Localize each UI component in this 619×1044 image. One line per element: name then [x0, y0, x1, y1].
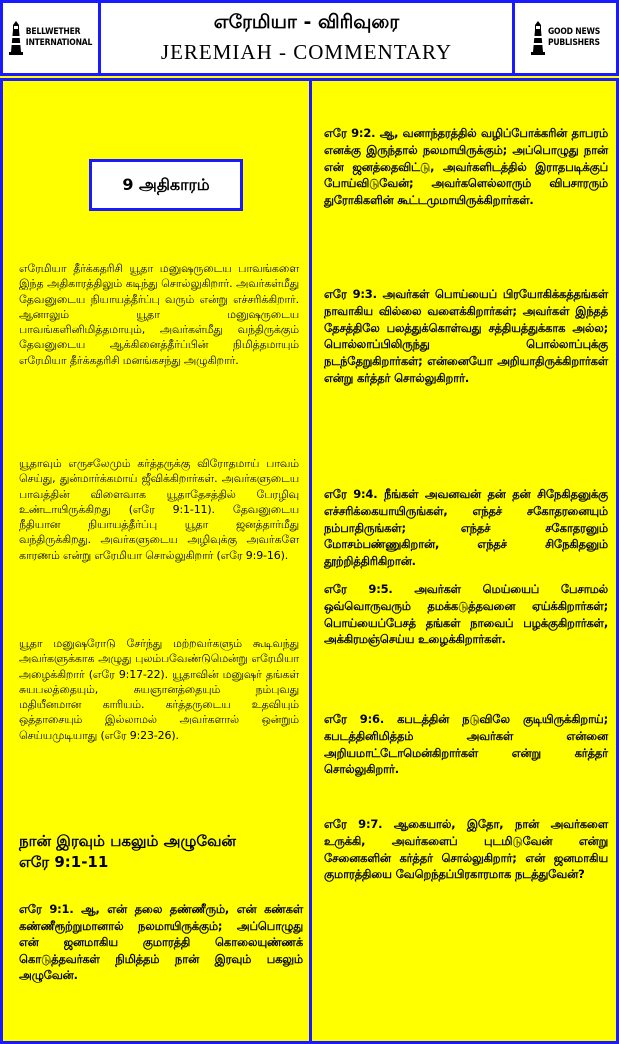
verse-9-3: எரே 9:3. அவர்கள் பொய்யைப் பிரயோகிக்கத்தங்கள் நாவாகிய வில்லை வளைக்கிறார்கள்; அவர்கள் இந்தத் தேசத்திலே பலத்துக்கொள்வது சத்தியத்துக்காக அல்ல; பொல்லாப்பிலிருந்து பொல்லாப்புக்கு நடந்தேறுகிறார்கள்; என்னையோ அறியாதிருக்கிறார்கள் என்று கர்த்தர் சொல்லுகிறார். [324, 287, 608, 385]
header-title [101, 3, 512, 73]
intro-paragraph-1: எரேமியா தீர்க்கதரிசி யூதா மனுஷருடைய பாவங்களை இந்த அதிகாரத்திலும் கடிந்து சொல்லுகிறார். அவர்கள்மீது தேவனுடைய நியாயத்தீர்ப்பு வரும் என்று எச்சரிக்கிறார். ஆனாலும் யூதா மனுஷருடைய பாவங்களினிமித்தமாயும், அவர்கள்மீது வந்திருக்கும் தேவனுடைய ஆக்கினைத்தீர்ப்பின் நிமித்தமாயும் எரேமியா தீர்க்கதரிசி மனங்கசந்து அழுகிறார். [19, 262, 299, 367]
good-news-logo [512, 3, 616, 73]
title-tamil: எரேமியா - விரிவுரை [213, 11, 400, 33]
left-logo-line2: INTERNATIONAL [25, 38, 93, 48]
section-heading [19, 831, 299, 873]
section-heading-title: நான் இரவும் பகலும் அழுவேன் [19, 832, 236, 850]
lighthouse-icon [531, 21, 545, 55]
verse-9-6: எரே 9:6. கபடத்தின் நடுவிலே குடியிருக்கிறாய்; கபடத்தினிமித்தம் அவர்கள் என்னை அறியமாட்டோமென்கிறார்கள் என்று கர்த்தர் சொல்லுகிறார். [324, 712, 608, 777]
right-logo-line2: PUBLISHERS [547, 38, 600, 48]
verse-9-7: எரே 9:7. ஆகையால், இதோ, நான் அவர்களை உருக்கி, அவர்களைப் புடமிடுவேன் என்று சேனைகளின் கர்த்தர் சொல்லுகிறார்; என் ஜனமாகிய குமாரத்தியை வேறெந்தப்பிரகாரமாக நடத்துவேன்? [324, 817, 608, 882]
verse-9-4: எரே 9:4. நீங்கள் அவனவன் தன் தன் சிநேகிதனுக்கு எச்சரிக்கையாயிருங்கள், எந்தச் சகோதரனையும் நம்பாதிருங்கள்; எந்தச் சகோதரனும் மோசம்பண்ணுகிறான், எந்தச் சிநேகிதனும் தூற்றித்திரிகிறான். [324, 487, 608, 569]
title-english: JEREMIAH - COMMENTARY [160, 40, 453, 64]
lighthouse-icon [9, 21, 23, 55]
header [0, 0, 619, 76]
verse-9-5: எரே 9:5. அவர்கள் மெய்யைப் பேசாமல் ஒவ்வொருவரும் தமக்கடுத்தவனை ஏய்க்கிறார்கள்; பொய்யைப்பேசத் தங்கள் நாவைப் பழக்குகிறார்கள், அக்கிரமஞ்செய்ய உழைக்கிறார்கள். [324, 582, 608, 647]
intro-paragraph-2: யூதாவும் எருசலேமும் கர்த்தருக்கு விரோதமாய் பாவம் செய்து, துன்மார்க்கமாய் ஜீவிக்கிறார்கள். அவர்களுடைய பாவத்தின் விளைவாக யூதாதேசத்தில் பேரழிவு உண்டாயிருக்கிறது (எரே 9:1-11). தேவனுடைய நீதியான நியாயத்தீர்ப்பு யூதா ஜனத்தார்மீது வந்திருக்கிறது. அவர்களுடைய அழிவுக்கு அவர்களே காரணம் என்று எரேமியா சொல்லுகிறார் (எரே 9:9-16). [19, 457, 299, 562]
bellwether-logo [3, 3, 101, 73]
verse-9-1: எரே 9:1. ஆ, என் தலை தண்ணீரும், என் கண்கள் கண்ணீரூற்றுமானால் நலமாயிருக்கும்; அப்பொழுது என் ஜனமாகிய குமாரத்தி கொலையுண்ணக் கொடுத்தவர்கள் நிமித்தம் நான் இரவும் பகலும் அழுவேன். [19, 902, 303, 982]
section-heading-reference: எரே 9:1-11 [19, 853, 109, 871]
right-column [309, 78, 619, 1044]
left-logo-line1: BELLWETHER [25, 27, 81, 37]
right-logo-line1: GOOD NEWS [547, 27, 601, 37]
intro-paragraph-3: யூதா மனுஷரோடு சேர்ந்து மற்றவர்களும் கூடிவந்து அவர்களுக்காக அழுது புலம்பவேண்டுமென்று எரேமியா அழைக்கிறார் (எரே 9:17-22). யூதாவின் மனுஷர் தங்கள் சுயபலத்தையும், சுயஞானத்தையும் நம்புவது மதியீனமான காரியம். கர்த்தருடைய உதவியும் ஒத்தாசையும் இல்லாமல் அவர்களால் ஒன்றும் செய்யமுடியாது (எரே 9:23-26). [19, 637, 299, 742]
verse-9-2: எரே 9:2. ஆ, வனாந்தரத்தில் வழிப்போக்கரின் தாபரம் எனக்கு இருந்தால் நலமாயிருக்கும்; அப்பொழுது நான் என் ஜனத்தைவிட்டு, அவர்களிடத்தில் இராதபடிக்குப் போய்விடுவேன்; அவர்களெல்லாரும் விபசாரரும் துரோகிகளின் கூட்டமுமாயிருக்கிறார்கள். [324, 126, 608, 208]
chapter-label: 9 அதிகாரம் [89, 159, 243, 211]
left-column [0, 78, 312, 1044]
